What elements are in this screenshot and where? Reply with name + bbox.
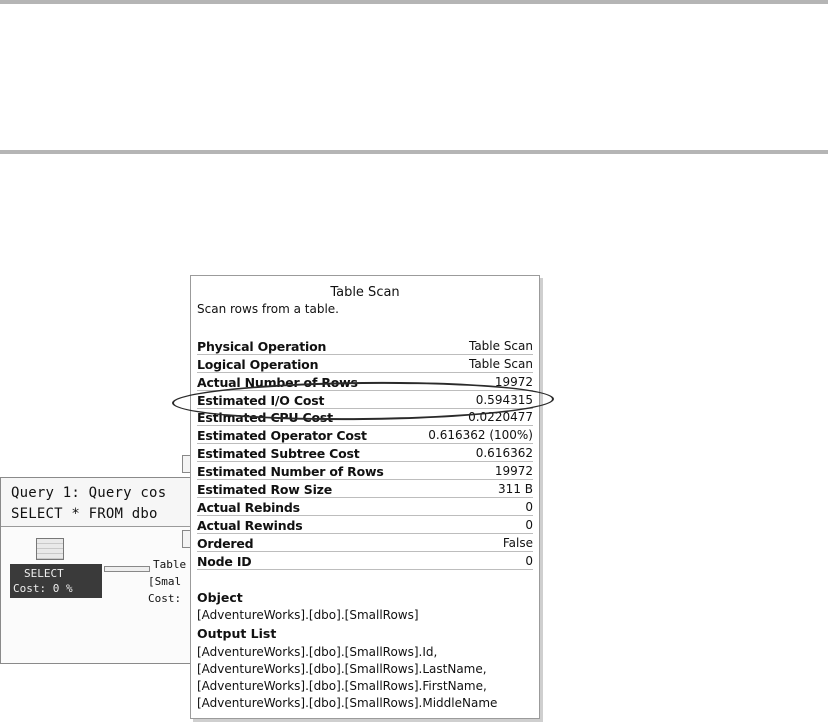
property-row — [197, 552, 533, 570]
property-value: 19972 — [494, 374, 533, 389]
table-scan-node-label[interactable]: Table — [153, 558, 187, 571]
property-name: Estimated Row Size — [197, 482, 333, 498]
output-list-heading: Output List — [197, 626, 277, 641]
query-title: Query 1: Query cos — [11, 485, 167, 501]
middle-divider — [0, 150, 828, 154]
property-list — [197, 337, 533, 570]
property-value: 0 — [525, 553, 533, 568]
output-column: [AdventureWorks].[dbo].[SmallRows].Id, — [197, 645, 438, 659]
property-value: 0.616362 — [475, 446, 533, 461]
property-value: False — [502, 535, 533, 550]
property-row — [197, 498, 533, 516]
top-divider — [0, 0, 828, 4]
table-scan-node-object: [Smal — [148, 575, 182, 588]
property-name: Actual Rewinds — [197, 517, 303, 533]
property-name: Physical Operation — [197, 338, 327, 354]
property-row — [197, 426, 533, 444]
property-row — [197, 534, 533, 552]
table-scan-node-cost: Cost: — [148, 592, 182, 605]
output-list — [197, 644, 497, 712]
output-column: [AdventureWorks].[dbo].[SmallRows].LastName, — [197, 662, 487, 676]
property-row — [197, 462, 533, 480]
property-value: 19972 — [494, 464, 533, 479]
property-value: 0 — [525, 517, 533, 532]
property-name: Estimated Number of Rows — [197, 464, 384, 480]
object-value: [AdventureWorks].[dbo].[SmallRows] — [197, 608, 419, 622]
select-operator-icon[interactable] — [36, 538, 64, 560]
property-value: 0.616362 (100%) — [428, 428, 533, 443]
property-name: Estimated CPU Cost — [197, 410, 333, 426]
property-value: 0.0220477 — [468, 410, 533, 425]
property-name: Actual Number of Rows — [197, 374, 358, 390]
output-column: [AdventureWorks].[dbo].[SmallRows].MiddleName — [197, 696, 498, 710]
property-row — [197, 337, 533, 355]
property-value: 0 — [525, 499, 533, 514]
property-row — [197, 480, 533, 498]
property-name: Estimated I/O Cost — [197, 392, 325, 408]
property-name: Estimated Operator Cost — [197, 428, 367, 444]
property-row — [197, 516, 533, 534]
property-value: 311 B — [498, 482, 533, 497]
select-operator-node[interactable] — [10, 564, 102, 598]
object-heading: Object — [197, 590, 243, 605]
tooltip-description: Scan rows from a table. — [197, 302, 339, 316]
property-row — [197, 355, 533, 373]
operator-properties-tooltip — [190, 275, 540, 719]
property-name: Node ID — [197, 553, 252, 569]
query-sql-text: SELECT * FROM dbo — [11, 506, 158, 522]
property-name: Ordered — [197, 535, 254, 551]
property-value: Table Scan — [468, 338, 533, 353]
select-operator-cost: Cost: 0 % — [13, 582, 73, 595]
select-operator-label: SELECT — [24, 567, 64, 580]
property-value: Table Scan — [468, 356, 533, 371]
property-name: Estimated Subtree Cost — [197, 446, 360, 462]
property-name: Actual Rebinds — [197, 499, 300, 515]
plan-connector-arrow — [104, 566, 150, 572]
property-value: 0.594315 — [475, 392, 533, 407]
output-column: [AdventureWorks].[dbo].[SmallRows].FirstName, — [197, 679, 487, 693]
property-row — [197, 444, 533, 462]
property-name: Logical Operation — [197, 356, 319, 372]
tooltip-title: Table Scan — [330, 285, 400, 300]
